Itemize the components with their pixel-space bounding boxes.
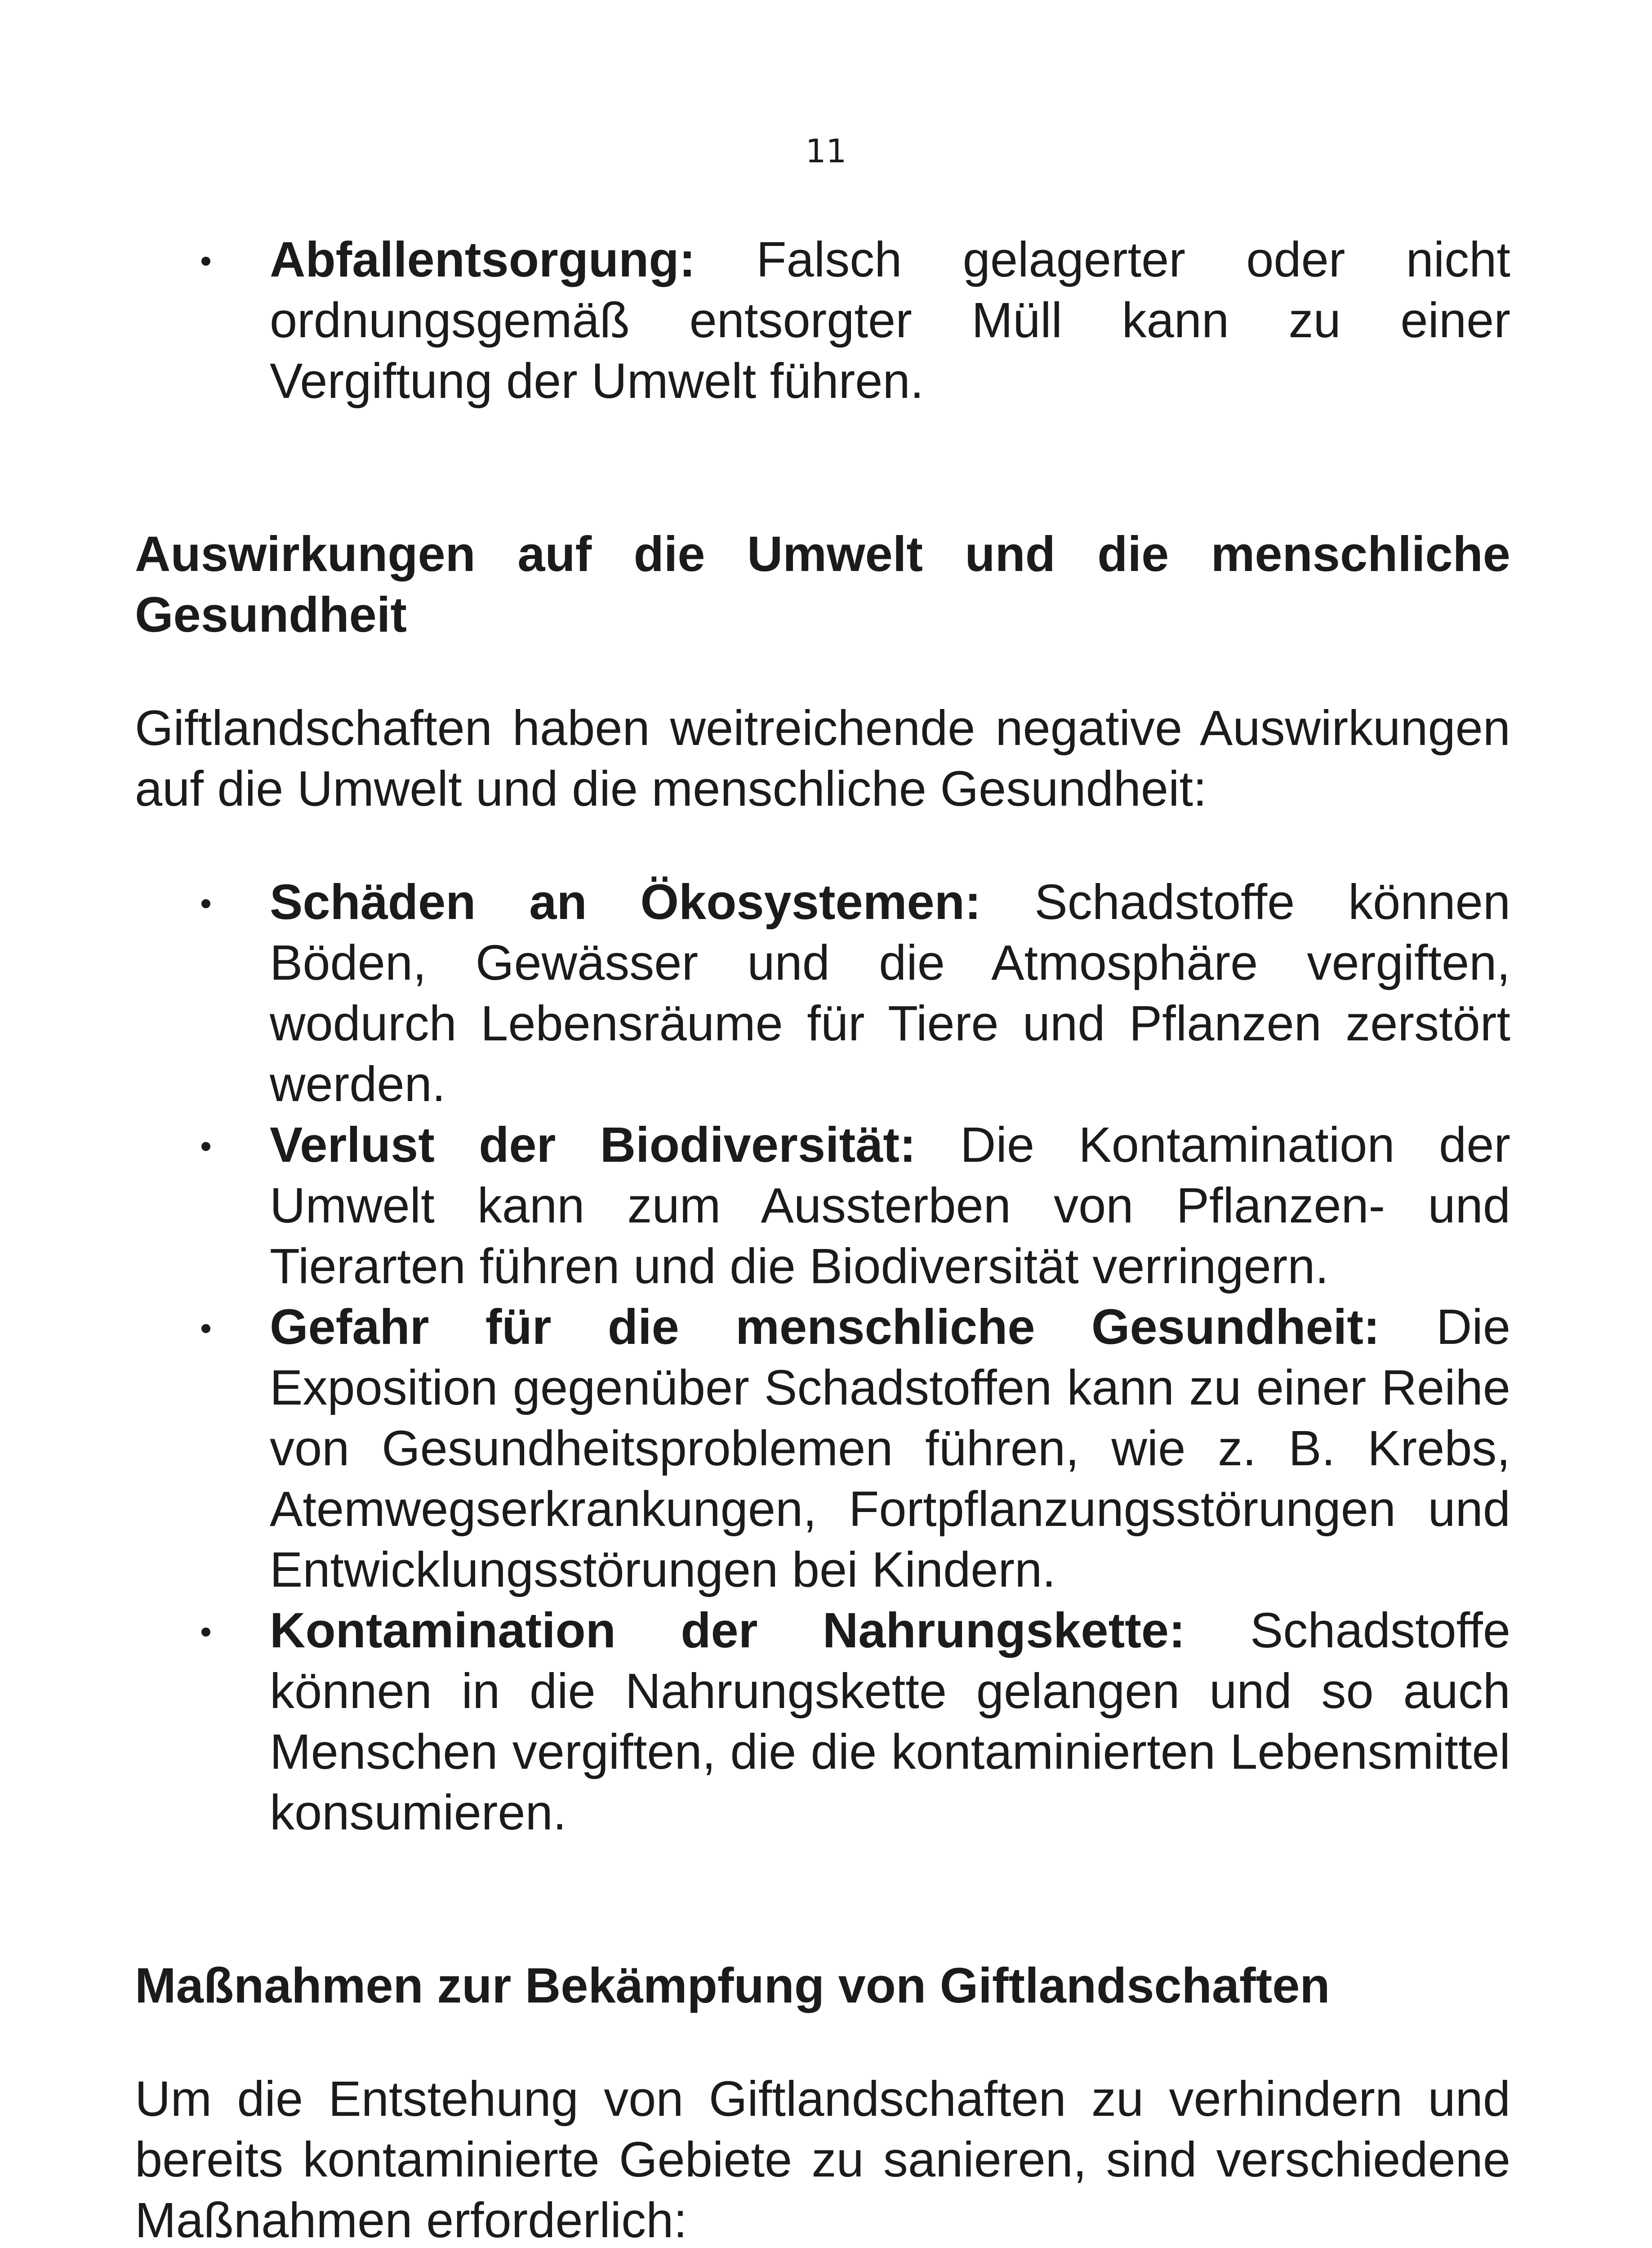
list-item-text: Schadstoffe können Böden, Gewässer und die Atmosphäre vergiften, wodurch Lebensräume für Tiere und Pflanzen zerstört werden. [270,874,1511,1112]
list-item-term: Schäden an Ökosystemen: [270,874,981,930]
list-item-term: Verlust der Biodiversität: [270,1117,916,1173]
section-paragraph-measures: Um die Entstehung von Giftlandschaften zu verhindern und bereits kontaminierte Gebiete zu sanieren, sind verschiedene Maßnahmen erforderlich: [135,2071,1510,2248]
list-item [135,1115,1510,1297]
section-paragraph-impacts: Giftlandschaften haben weitreichende negative Auswirkungen auf die Umwelt und die menschliche Gesundheit: [135,700,1510,816]
list-item-term: Gefahr für die menschliche Gesundheit: [270,1299,1380,1355]
intro-bullet-list [135,229,1510,411]
list-item-text: Schadstoffe können in die Nahrungskette gelangen und so auch Menschen vergiften, die die kontaminierten Lebensmittel konsumieren. [270,1603,1510,1840]
impacts-bullet-list [135,872,1510,1843]
list-item [135,1297,1510,1600]
list-item [135,229,1510,411]
page-content [135,229,1510,2248]
list-item-text: Falsch gelagerter oder nicht ordnungsgemäß entsorgter Müll kann zu einer Vergiftung der Umwelt führen. [270,232,1510,409]
list-item-term: Abfallentsorgung: [270,232,696,287]
page-number: 11 [805,132,847,170]
list-item-text: Die Exposition gegenüber Schadstoffen kann zu einer Reihe von Gesundheitsproblemen führen, wie z. B. Krebs, Atemwegserkrankungen, Fortpflanzungsstörungen und Entwicklungsstörungen bei Kindern. [270,1299,1511,1597]
list-item [135,1600,1510,1843]
section-heading-measures: Maßnahmen zur Bekämpfung von Giftlandschaften [135,1958,1330,2013]
list-item [135,872,1510,1115]
section-heading-impacts: Auswirkungen auf die Umwelt und die menschliche Gesundheit [135,526,1510,642]
list-item-term: Kontamination der Nahrungskette: [270,1603,1185,1658]
list-item-text: Die Kontamination der Umwelt kann zum Aussterben von Pflanzen- und Tierarten führen und die Biodiversität verringern. [270,1117,1511,1294]
